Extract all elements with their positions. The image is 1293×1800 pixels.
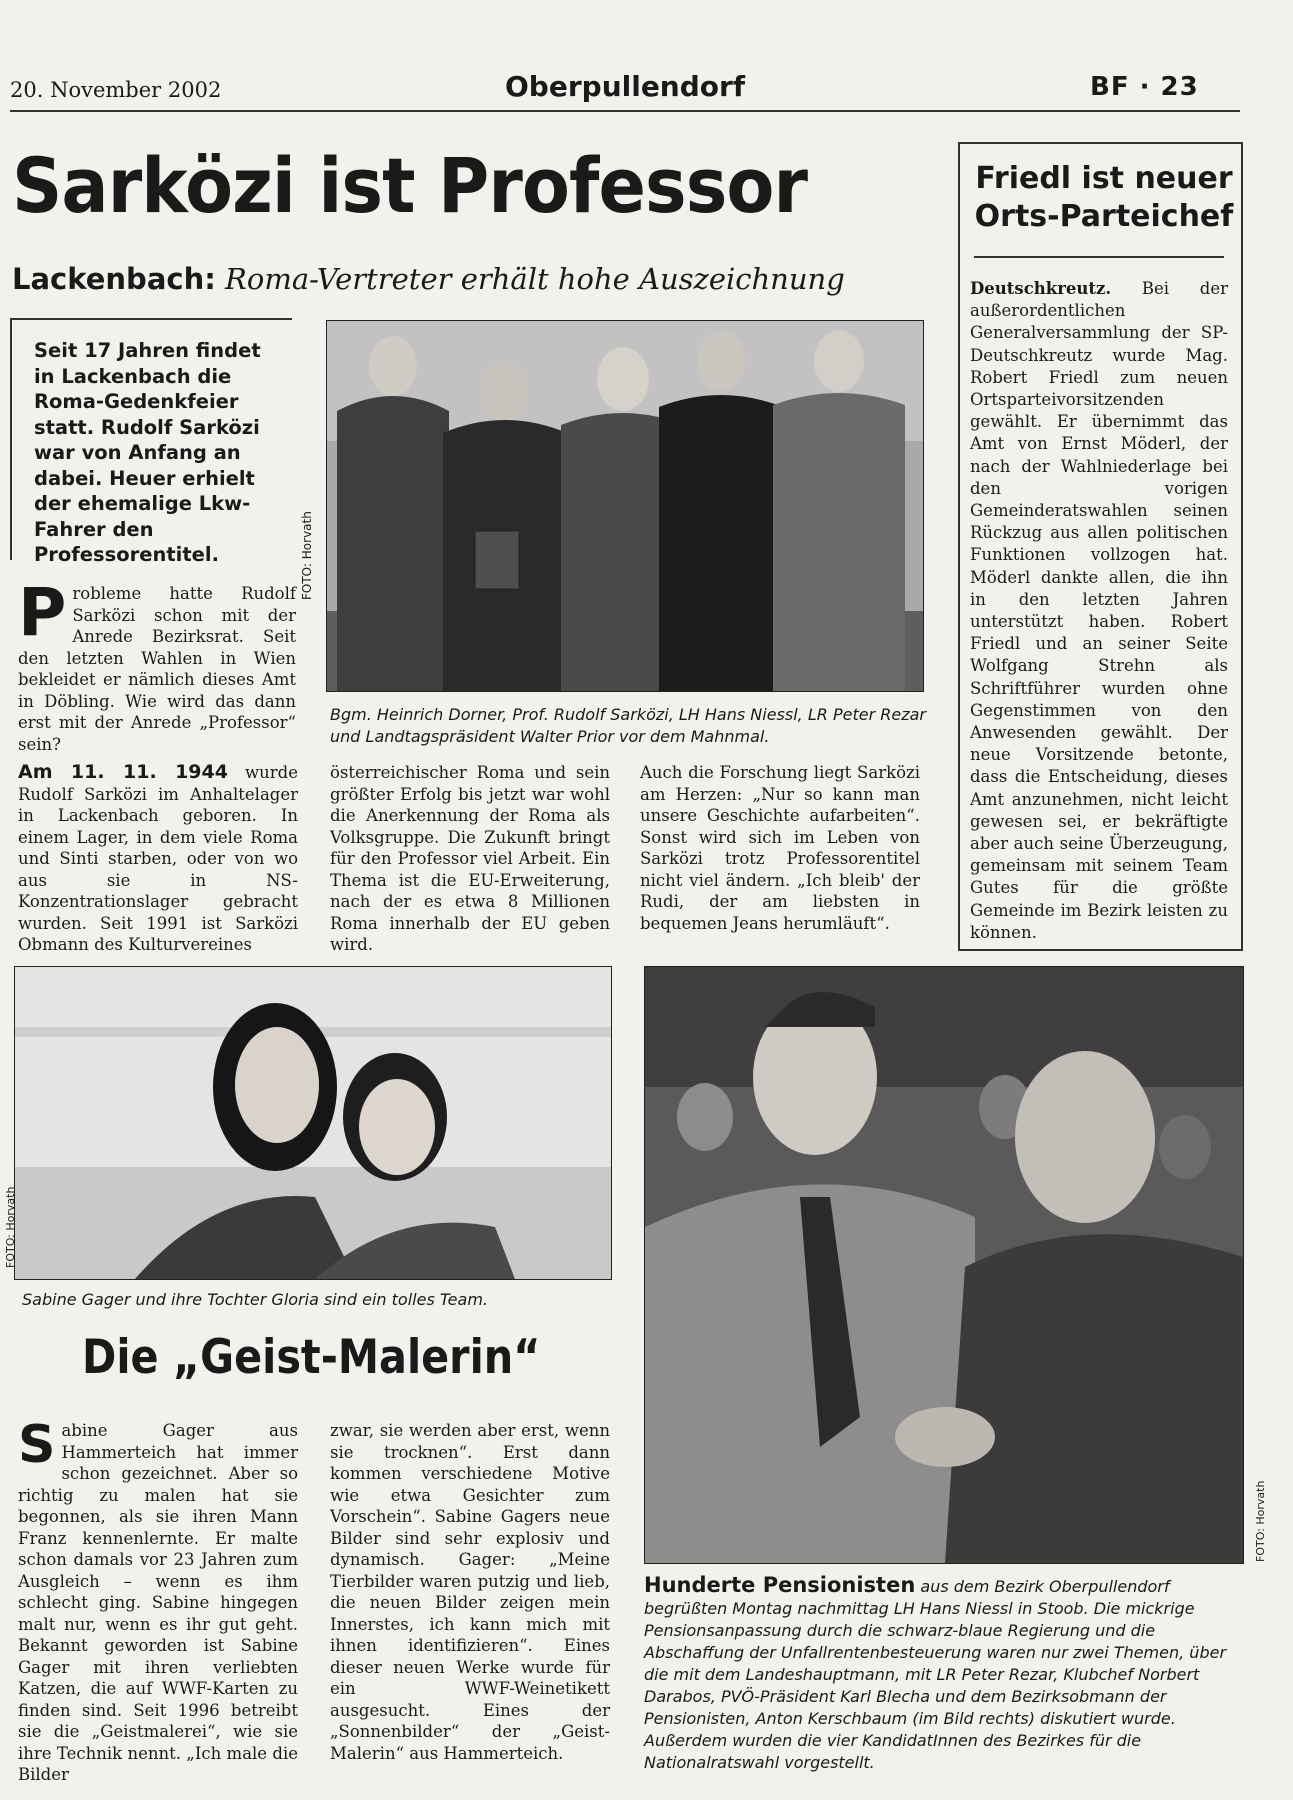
sidebar-place: Deutschkreutz. <box>970 279 1112 298</box>
lead-box-rule-left <box>10 318 12 560</box>
article-column-2: österreichischer Roma und sein größter Erfolg bis jetzt war wohl die Anerkennung der Roma als Volksgruppe. Die Zukunft bringt für den Professor viel Arbeit. Ein Thema ist die EU-Erweiterung, nach der es etwa 8 Millionen Roma innerhalb der EU geben wird. <box>330 763 610 954</box>
intro-text: robleme hatte Rudolf Sarközi schon mit der Anrede Bezirksrat. Seit den letzten Wahlen in Wien bekleidet er nämlich dieses Amt in Döbling. Wie wird das dann erst mit der Anrede „Professor“ sein? <box>18 584 296 754</box>
column-1-text: wurde Rudolf Sarközi im Anhaltelager in Lackenbach geboren. In einem Lager, in dem viele Roma und Sinti starben, oder von wo aus sie in NS-Konzentrationslager gebracht wurden. Seit 1991 ist Sarközi Obmann des Kulturvereines <box>18 763 299 954</box>
section-title: Oberpullendorf <box>505 70 746 103</box>
pensioners-caption-text: aus dem Bezirk Oberpullendorf begrüßten Montag nachmittag LH Hans Niessl in Stoob. Die mickrige Pensionsanpassung durch die schwarz-blaue Regierung und die Abschaffung der Unfallrentenbesteuerung waren nur zwei Themen, über die mit dem Landeshauptmann, mit LR Peter Rezar, Klubchef Norbert Darabos, PVÖ-Präsident Karl Blecha und dem Bezirksobmann der Pensionisten, Anton Kerschbaum (im Bild rechts) diskutiert wurde. Außerdem wurden die vier KandidatInnen des Bezirkes für die Nationalratswahl vorgestellt. <box>644 1577 1227 1772</box>
second-headline: Die „Geist-Malerin“ <box>82 1330 541 1385</box>
photo-credit: FOTO: Horvath <box>300 511 314 600</box>
article-column-1 <box>18 762 298 956</box>
photo-credit-2: FOTO: Horvath <box>4 1186 17 1268</box>
group-photo <box>326 320 924 692</box>
photo-caption: Bgm. Heinrich Dorner, Prof. Rudolf Sarközi, LH Hans Niessl, LR Peter Rezar und Landtagspräsident Walter Prior vor dem Mahnmal. <box>330 705 926 746</box>
photo-caption-2: Sabine Gager und ihre Tochter Gloria sind ein tolles Team. <box>22 1290 488 1309</box>
sidebar-rule <box>974 256 1224 258</box>
second-article-column-1 <box>18 1415 298 1786</box>
date-lead-in: Am 11. 11. 1944 <box>18 761 228 783</box>
mother-daughter-photo <box>14 966 612 1280</box>
drop-cap-2: S <box>18 1415 56 1475</box>
subline-place: Lackenbach: <box>12 262 216 296</box>
lead-box-rule <box>10 318 292 320</box>
group-photo-illustration <box>327 321 923 691</box>
issue-date: 20. November 2002 <box>10 78 222 102</box>
main-headline: Sarközi ist Professor <box>12 141 808 230</box>
drop-cap: P <box>18 574 67 651</box>
sidebar-article <box>970 278 1228 944</box>
main-subheadline <box>12 262 845 296</box>
sidebar-text: Bei der außerordentlichen Generalversammlung der SP-Deutschkreutz wurde Mag. Robert Friedl zum neuen Ortsparteivorsitzenden gewählt. Er übernimmt das Amt von Ernst Möderl, der nach der Wahlniederlage bei den vorigen Gemeinderatswahlen seinen Rückzug aus allen politischen Funktionen vollzogen hat. Möderl dankte allen, die ihn in den letzten Jahren unterstützt haben. Robert Friedl und an seiner Seite Wolfgang Strehn als Schriftführer wurden ohne Gegenstimmen von den Anwesenden gewählt. Der neue Vorsitzende betonte, dass die Entscheidung, dieses Amt anzunehmen, nicht leicht gewesen sei, er bekräftigte aber auch seine Überzeugung, gemeinsam mit seinem Team Gutes für die größte Gemeinde im Bezirk leisten zu können. <box>970 279 1228 942</box>
handshake-photo <box>644 966 1244 1564</box>
article-column-3: Auch die Forschung liegt Sarközi am Herzen: „Nur so kann man unsere Geschichte aufarbeiten“. Sonst wird sich im Leben von Sarközi trotz Professorentitel nicht viel ändern. „Ich bleib' der Rudi, der am liebsten in bequemen Jeans herumläuft“. <box>640 763 920 933</box>
pensioners-lead-in: Hunderte Pensionisten <box>644 1573 916 1597</box>
mother-daughter-illustration <box>15 967 611 1279</box>
second-column-1-text: abine Gager aus Hammerteich hat immer schon gezeichnet. Aber so richtig zu malen hat sie begonnen, als sie ihren Mann Franz kennenlernte. Er malte schon damals vor 23 Jahren zum Ausgleich – wenn es ihm schlecht ging. Sabine hingegen malt nur, wenn es ihr gut geht. Bekannt geworden ist Sabine Gager mit ihren verliebten Katzen, die auf WWF-Karten zu finden sind. Seit 1996 betreibt sie die „Geistmalerei“, wie sie ihre Technik nennt. „Ich male die Bilder <box>18 1421 298 1784</box>
pensioners-caption <box>644 1574 1244 1774</box>
header-rule <box>10 110 1240 112</box>
subline-text: Roma-Vertreter erhält hohe Auszeichnung <box>225 262 845 296</box>
second-article-column-2: zwar, sie werden aber erst, wenn sie trocknen“. Erst dann kommen verschiedene Motive wie etwa Gesichter zum Vorschein“. Sabine Gagers neue Bilder sind sehr explosiv und dynamisch. Gager: „Meine Tierbilder waren putzig und lieb, die neuen Bilder zeigen mein Innerstes, ich kann mich mit ihnen identifizieren“. Eines dieser neuen Werke wurde für ein WWF-Weinetikett ausgesucht. Eines der „Sonnenbilder“ der „Geist-Malerin“ aus Hammerteich. <box>330 1421 610 1763</box>
sidebar-headline: Friedl ist neuer Orts-Parteichef <box>974 161 1234 234</box>
page-number: BF · 23 <box>1090 72 1199 102</box>
photo-credit-3: FOTO: Horvath <box>1254 1480 1267 1562</box>
intro-paragraph <box>18 574 296 755</box>
handshake-illustration <box>645 967 1243 1563</box>
lead-paragraph: Seit 17 Jahren findet in Lackenbach die Roma-Gedenkfeier statt. Rudolf Sarközi war von Anfang an dabei. Heuer erhielt der ehemalige Lkw-Fahrer den Professorentitel. <box>34 339 261 566</box>
